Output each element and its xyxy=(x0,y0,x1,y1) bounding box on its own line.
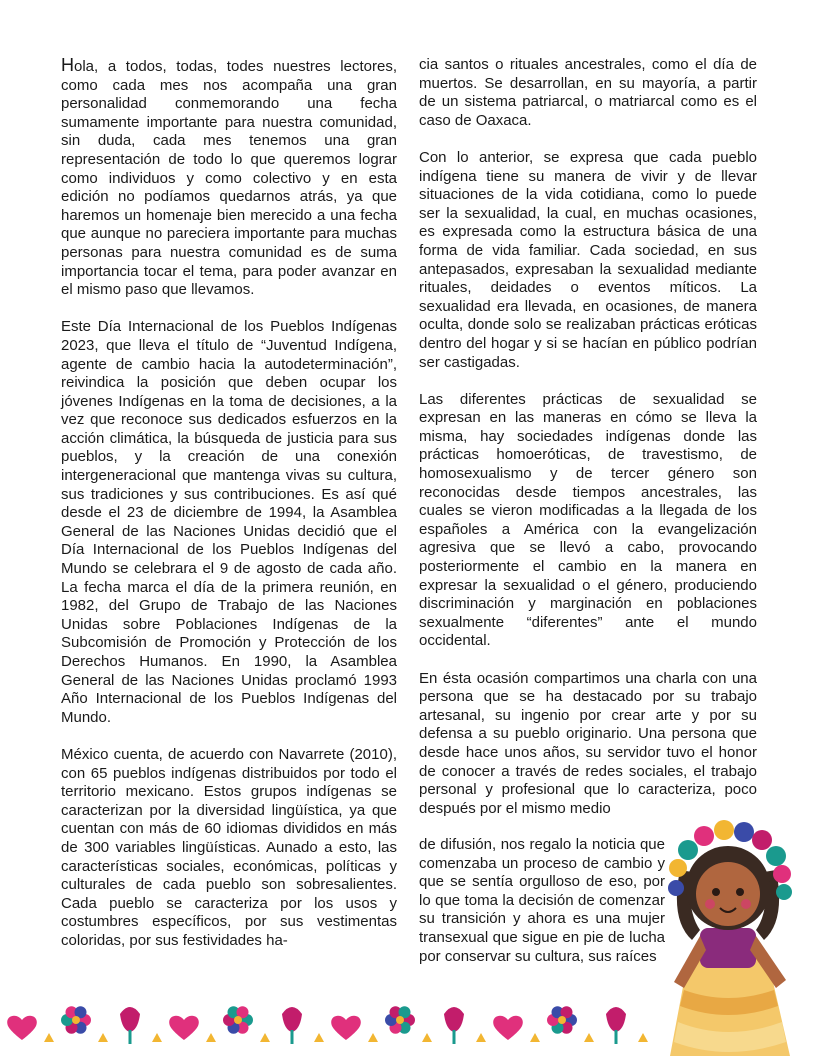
border-motif xyxy=(385,1006,432,1042)
border-motif xyxy=(282,1007,324,1044)
border-motif xyxy=(169,1016,216,1042)
border-motif xyxy=(547,1006,594,1042)
right-column xyxy=(419,56,757,818)
interview-wrap-text: de difusión, nos regalo la noticia que comenzaba un proceso de cambio y que se sentía orgulloso de eso, por lo que toma la decisión de comenzar su transición y ahora es una mujer transexual que sigue en pie de lucha por conservar su cultura, sus raíces xyxy=(419,836,665,965)
sexuality-paragraph: Con lo anterior, se expresa que cada pueblo indígena tiene su manera de vivir y de llevar situaciones de la vida cotidiana, como lo puede ser la sexualidad, la cual, en muchas ocasiones, es expresada como la estructura básica de una forma de vida familiar. Cada sociedad, en sus antepasados, expresaban la sexualidad mediante rituales, deidades o eventos míticos. La sexualidad era llevada, en ocasiones, de manera oculta, donde solo se realizaban prácticas eróticas dentro del hogar y si se hacían en público podrían ser castigadas. xyxy=(419,148,757,371)
border-motif xyxy=(120,1007,162,1044)
border-motif xyxy=(444,1007,486,1044)
left-column xyxy=(61,56,397,969)
indigenous-day-paragraph: Este Día Internacional de los Pueblos Indígenas 2023, que lleva el título de “Juventud Indígena, agente de cambio hacia la autodeterminación”, reivindica la posición que deben ocupar los jóvenes Indígenas en la toma de decisiones, a la vez que reconoce sus dedicados esfuerzos en la acción climática, la búsqueda de justicia para sus pueblos, y la creación de una conexión intergeneracional que mantenga vivas su cultura, sus tradiciones y sus contribuciones. Es así qué desde el 23 de diciembre de 1994, la Asamblea General de las Naciones Unidas decidió que el Día Internacional de los Pueblos Indígenas del Mundo se celebrara el 9 de agosto de cada año. La fecha marca el día de la primera reunión, en 1982, del Grupo de Trabajo de las Naciones Unidas sobre Poblaciones Indígenas de la Subcomisión de Promoción y Protección de los Derechos Humanos. En 1990, la Asamblea General de las Naciones Unidas proclamó 1993 Año Internacional de los Pueblos Indígenas del Mundo. xyxy=(61,318,397,726)
border-motif xyxy=(7,1016,54,1042)
border-motif xyxy=(61,1006,108,1042)
mexico-peoples-paragraph: México cuenta, de acuerdo con Navarrete (2010), con 65 pueblos indígenas distribuidos por todo el territorio mexicano. Estos grupos indígenas se caracterizan por la diversidad lingüística, ya que cuentan con más de 60 idiomas divididos en más de 300 variables lingüísticas. Aunado a esto, las características sociales, económicas, políticas y culturales de cada pueblo son sobresalientes. Cada pueblo se caracteriza por los usos y costumbres específicos, por sus vestimentas coloridas, por sus festividades ha- xyxy=(61,745,397,949)
practices-paragraph: Las diferentes prácticas de sexualidad se expresan en las maneras en cómo se lleva la misma, hay sociedades indígenas donde las prácticas homoeróticas, de travestismo, de homosexualismo y de tercer género son reconocidas desde tiempos ancestrales, las cuales se vieron modificadas a la llegada de los españoles a América con la evangelización agresiva que se llevó a cabo, provocando posteriormente el cambio en la manera en expresar la sexualidad o el género, produciendo discriminación y marginación en poblaciones sexualmente “diferentes” ante el mundo occidental. xyxy=(419,390,757,650)
drop-letter: H xyxy=(61,55,74,75)
intro-paragraph xyxy=(61,56,397,300)
border-motif xyxy=(493,1016,540,1042)
interview-intro-paragraph: En ésta ocasión compartimos una charla con una persona que se ha destacado por su trabajo artesanal, su ingenio por crear arte y por su defensa a su pueblo originario. Una persona que desde hace unos años, su servidor tuvo el honor de conocer a través de redes sociales, el trabajo personal y profesional que lo caracteriza, poco después por el mismo medio xyxy=(419,669,757,817)
floral-border xyxy=(0,990,816,1056)
rituals-paragraph: cia santos o rituales ancestrales, como el día de muertos. Se desarrollan, en su mayoría, a partir de un sistema patriarcal, o matriarcal como es el caso de Oaxaca. xyxy=(419,56,757,129)
border-motif xyxy=(331,1016,378,1042)
border-motif xyxy=(223,1006,270,1042)
border-motif xyxy=(606,1007,648,1044)
intro-paragraph-text: ola, a todos, todas, todes nuestres lectores, como cada mes nos acompaña una gran personalidad conmemorando una fecha sumamente importante para nuestra comunidad, sin duda, cada mes tenemos una gran representación de todo lo que queremos lograr como individuos y como colectivo y en esta edición no podíamos quedarnos atrás, ya que haremos un homenaje bien merecido a una fecha que aunque no pareciera importante para muchas personas para nuestra comunidad es de suma importancia tocar el tema, para poder avanzar en el mismo paso que llevamos. xyxy=(61,58,397,299)
